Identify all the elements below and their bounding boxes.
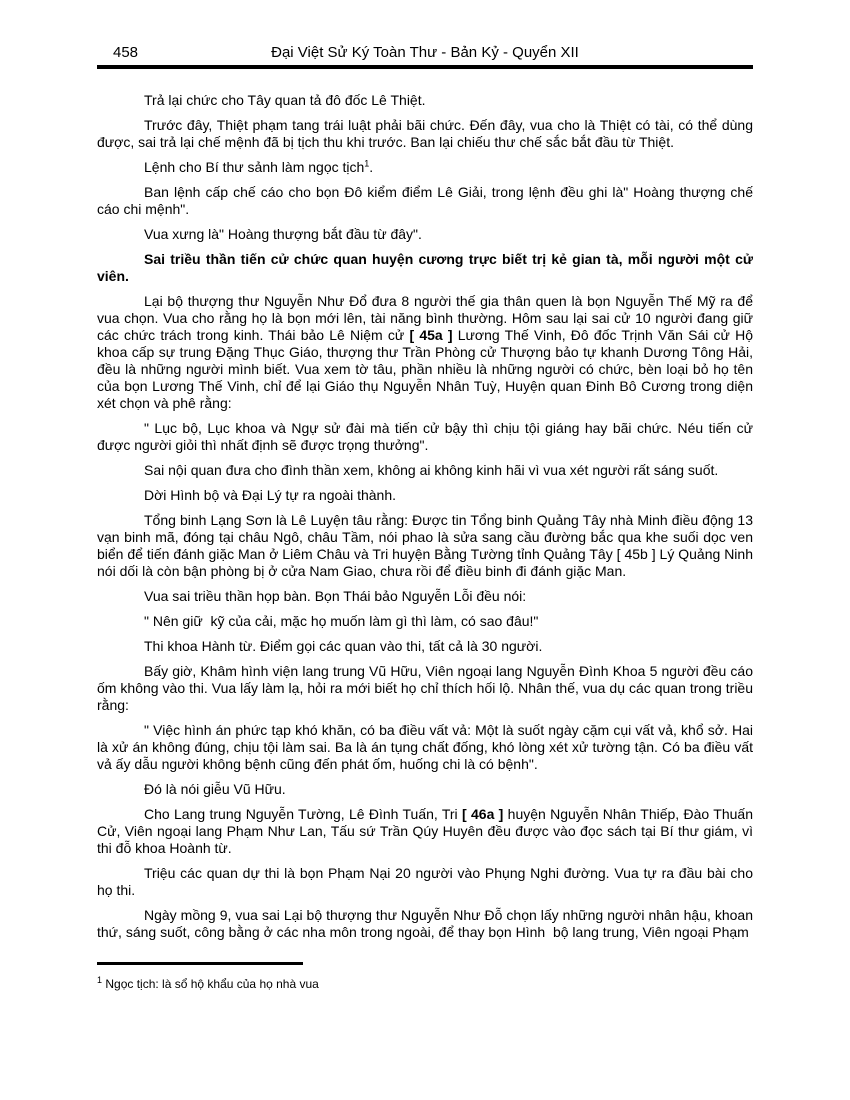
paragraph	[97, 865, 753, 899]
folio-marker: [ 45a ]	[409, 327, 453, 343]
footnote-marker: 1	[97, 975, 103, 985]
text-run: " Việc hình án phức tạp khó khăn, có ba điều vất vả: Một là suốt ngày cặm cụi vất vả, khổ sở. Hai là xử án không đúng, chịu tội làm sai. Ba là án tụng chất đống, khó lòng xét xử tường tận. Có ba điều vất vả ấy dẫu người không bệnh cũng đến phát ốm, huống chi là có bệnh".	[97, 722, 753, 772]
paragraph	[97, 420, 753, 454]
text-run: Vua xưng là" Hoàng thượng bắt đầu từ đây".	[144, 226, 422, 242]
paragraph	[97, 462, 753, 479]
text-run: Thi khoa Hành từ. Điểm gọi các quan vào thi, tất cả là 30 người.	[144, 638, 543, 654]
text-run: Bấy giờ, Khâm hình viện lang trung Vũ Hữu, Viên ngoại lang Nguyễn Đình Khoa 5 người đều cáo ốm không vào thi. Vua lấy làm lạ, hỏi ra mới biết họ chỉ thích hối lộ. Nhân thế, vua dụ các quan trong triều rằng:	[97, 663, 753, 713]
text-run: Lại bộ thượng thư Nguyễn Như Đổ đưa 8 người thế gia thân quen là bọn Nguyễn Thế Mỹ ra để vua chọn. Vua cho rằng họ là bọn mới lên, tài năng bình thường. Hôm sau lại sai cử 10 người đang giữ các chức trách trong kinh. Thái bảo Lê Niệm cử	[97, 293, 753, 343]
text-run: " Lục bộ, Lục khoa và Ngự sử đài mà tiến cử bậy thì chịu tội giáng hay bãi chức. Néu tiến cử được người giỏi thì nhất định sẽ được trọng thưởng".	[97, 420, 753, 453]
book-title: Đại Việt Sử Ký Toàn Thư - Bản Kỷ - Quyển XII	[271, 44, 579, 61]
page-header	[97, 44, 753, 64]
text-run: .	[369, 159, 374, 175]
paragraph	[97, 781, 753, 798]
paragraph	[97, 806, 753, 857]
paragraph	[97, 588, 753, 605]
text-run: Đó là nói giễu Vũ Hữu.	[144, 781, 286, 797]
paragraph	[97, 293, 753, 412]
footnote	[97, 977, 753, 992]
paragraph	[97, 512, 753, 580]
footnote-reference: 1	[364, 158, 370, 169]
footnote-text: Ngọc tịch: là sổ hộ khẩu của họ nhà vua	[102, 977, 319, 991]
paragraph	[97, 184, 753, 218]
text-run: Trước đây, Thiệt phạm tang trái luật phải bãi chức. Đến đây, vua cho là Thiệt có tài, có thể dùng được, sai trả lại chế mệnh đã bị tịch thu khi trước. Ban lại chiếu thư chế sắc bắt đầu từ Thiệt.	[97, 117, 753, 150]
text-run: Lệnh cho Bí thư sảnh làm ngọc tịch	[144, 159, 365, 175]
paragraph	[97, 638, 753, 655]
folio-marker: [ 46a ]	[462, 806, 504, 822]
text-run: Trả lại chức cho Tây quan tả đô đốc Lê Thiệt.	[144, 92, 426, 108]
text-run: Dời Hình bộ và Đại Lý tự ra ngoài thành.	[144, 487, 397, 503]
paragraph	[97, 92, 753, 109]
text-run: Sai nội quan đưa cho đình thần xem, không ai không kinh hãi vì vua xét người rất sáng suốt.	[144, 462, 719, 478]
footnote-rule	[97, 962, 303, 965]
text-run: Tổng binh Lạng Sơn là Lê Luyện tâu rằng: Được tin Tổng binh Quảng Tây nhà Minh điều động 13 vạn binh mã, đóng tại châu Ngô, châu Tầm, nói phao là sửa sang cầu đường bắc qua khe suối dọc ven biển để tiến đánh giặc Man ở Liêm Châu và Tri huyện Bằng Tường tỉnh Quảng Tây [ 45b ] Lý Quảng Ninh nói dối là còn bận phòng bị ở cửa Nam Giao, chưa rồi để điều binh đi đánh giặc Man.	[97, 512, 753, 579]
text-run: Ban lệnh cấp chế cáo cho bọn Đô kiểm điểm Lê Giải, trong lệnh đều ghi là" Hoàng thượng chế cáo chi mệnh".	[97, 184, 753, 217]
document-body	[97, 92, 753, 949]
paragraph	[97, 251, 753, 285]
paragraph	[97, 487, 753, 504]
paragraph	[97, 117, 753, 151]
paragraph	[97, 159, 753, 176]
paragraph	[97, 663, 753, 714]
header-rule	[97, 65, 753, 69]
text-run: " Nên giữ kỹ của cải, mặc họ muốn làm gì thì làm, có sao đâu!"	[144, 613, 539, 629]
paragraph	[97, 722, 753, 773]
paragraph	[97, 226, 753, 243]
text-run: Triệu các quan dự thi là bọn Phạm Nại 20 người vào Phụng Nghi đường. Vua tự ra đầu bài cho họ thi.	[97, 865, 753, 898]
text-run: Sai triều thần tiến cử chức quan huyện cương trực biết trị kẻ gian tà, mỗi người một cử viên.	[97, 251, 753, 284]
paragraph	[97, 613, 753, 630]
text-run: Vua sai triều thần họp bàn. Bọn Thái bảo Nguyễn Lỗi đều nói:	[144, 588, 527, 604]
text-run: Ngày mồng 9, vua sai Lại bộ thượng thư Nguyễn Như Đỗ chọn lấy những người nhân hậu, khoan thứ, sáng suốt, công bằng ở các nha môn trong ngoài, để thay bọn Hình bộ lang trung, Viên ngoại Phạm	[97, 907, 753, 940]
text-run: huyện Nguyễn Nhân Thiếp, Đào Thuấn Cử, Viên ngoại lang Phạm Như Lan, Tấu sứ Trần Qúy Huyên đều được vào đọc sách tại Bí thư giám, vì thi đỗ khoa Hoành từ.	[97, 806, 753, 856]
text-run: Lương Thế Vinh, Đô đốc Trịnh Văn Sái cử Hộ khoa cấp sự trung Đặng Thục Giáo, thượng thư Trần Phòng cử Thượng bảo tự khanh Dương Tông Hải, đều là những người mình biết. Vua xem tờ tâu, phần nhiều là những người có chức, bèn loại bỏ họ tên của bọn Lương Thế Vinh, chỉ để lại Giáo thụ Nguyễn Nhân Tuỳ, Huyện quan Đinh Bô Cương trong diện xét chọn và phê rằng:	[97, 327, 754, 411]
paragraph	[97, 907, 753, 941]
page-number: 458	[113, 44, 139, 61]
text-run: Cho Lang trung Nguyễn Tường, Lê Đình Tuấn, Tri	[144, 806, 462, 822]
